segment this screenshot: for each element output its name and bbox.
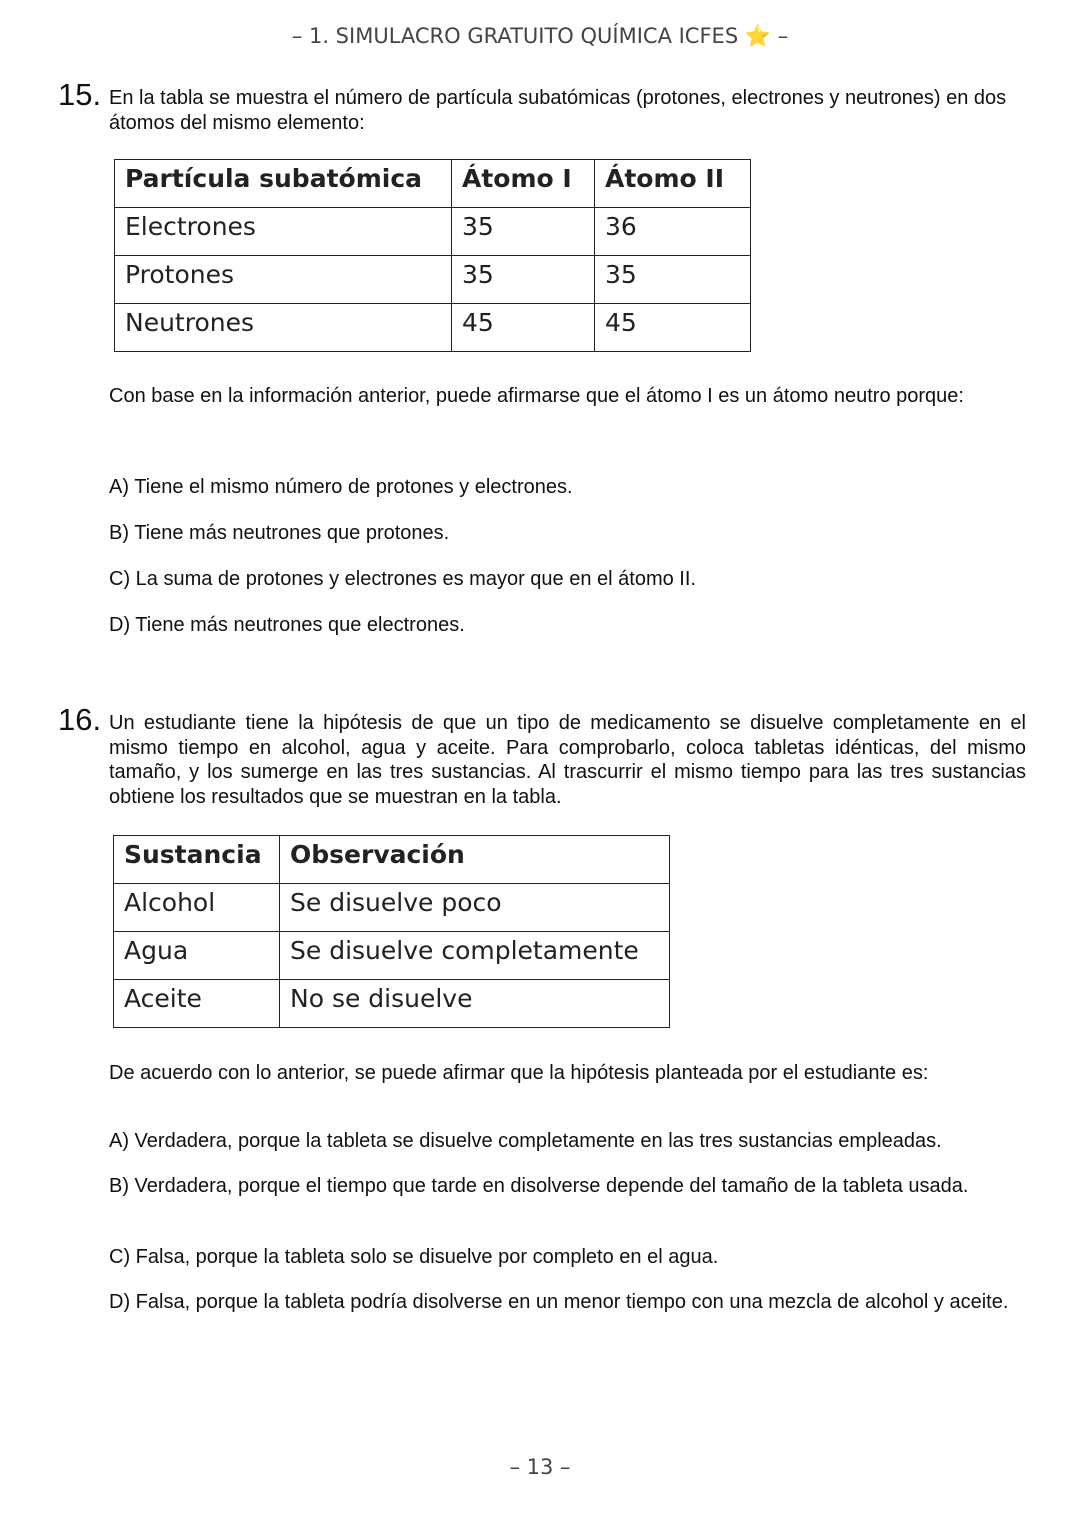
table-header: Átomo I	[452, 160, 595, 208]
option-text: B) Verdadera, porque el tiempo que tarde en disolverse depende del tamaño de la tableta usada.	[109, 1175, 969, 1197]
table-cell: Electrones	[115, 208, 452, 256]
question-15-number: 15.	[58, 77, 102, 112]
table-header: Observación	[280, 836, 670, 884]
table-cell: 45	[595, 304, 751, 352]
question-15-option-b[interactable]: B) Tiene más neutrones que protones.	[109, 522, 450, 544]
table-header: Partícula subatómica	[115, 160, 452, 208]
table-row	[115, 208, 751, 256]
header-dash: –	[777, 24, 789, 48]
table-cell: Aceite	[114, 980, 280, 1028]
table-row	[115, 256, 751, 304]
question-15-option-d[interactable]: D) Tiene más neutrones que electrones.	[109, 614, 465, 636]
table-cell: Se disuelve poco	[280, 884, 670, 932]
question-16-option-c[interactable]	[109, 1245, 1019, 1270]
table-cell: 35	[452, 208, 595, 256]
page-header	[0, 24, 1080, 49]
question-16-option-a[interactable]	[109, 1129, 1019, 1154]
question-16-number: 16.	[58, 702, 102, 737]
table-cell: Neutrones	[115, 304, 452, 352]
question-15-text: En la tabla se muestra el número de partícula subatómicas (protones, electrones y neutrones) en dos átomos del mismo elemento:	[109, 87, 1007, 134]
table-cell: 36	[595, 208, 751, 256]
page-number: – 13 –	[509, 1455, 571, 1479]
option-text: C) Falsa, porque la tableta solo se disuelve por completo en el agua.	[109, 1246, 719, 1268]
question-16-text: Un estudiante tiene la hipótesis de que un tipo de medicamento se disuelve completamente en el mismo tiempo en alcohol, agua y aceite. Para comprobarlo, coloca tabletas idénticas, del mismo tamaño, y los sumerge en las tres sustancias. Al trascurrir el mismo tiempo para las tres sustancias obtiene los resultados que se muestran en la tabla.	[109, 712, 1026, 808]
table-row	[114, 980, 670, 1028]
table-row	[114, 884, 670, 932]
table-row	[114, 932, 670, 980]
header-title: – 1. SIMULACRO GRATUITO QUÍMICA ICFES	[291, 24, 739, 48]
table-cell: 45	[452, 304, 595, 352]
table-cell: Agua	[114, 932, 280, 980]
table-cell: 35	[452, 256, 595, 304]
table-cell: Se disuelve completamente	[280, 932, 670, 980]
table-cell: Protones	[115, 256, 452, 304]
table-row	[115, 304, 751, 352]
table-header: Sustancia	[114, 836, 280, 884]
question-15-option-c[interactable]: C) La suma de protones y electrones es mayor que en el átomo II.	[109, 568, 696, 590]
table-header-row	[115, 160, 751, 208]
table-cell: Alcohol	[114, 884, 280, 932]
table-cell: No se disuelve	[280, 980, 670, 1028]
table-cell: 35	[595, 256, 751, 304]
question-15-option-a[interactable]: A) Tiene el mismo número de protones y electrones.	[109, 476, 573, 498]
question-16-option-d[interactable]	[109, 1290, 1019, 1315]
question-16-option-b[interactable]	[109, 1174, 989, 1199]
option-text: D) Falsa, porque la tableta podría disolverse en un menor tiempo con una mezcla de alcohol y aceite.	[109, 1291, 1009, 1313]
option-text: A) Verdadera, porque la tableta se disuelve completamente en las tres sustancias empleadas.	[109, 1130, 942, 1152]
particles-table	[114, 159, 751, 352]
table-header-row	[114, 836, 670, 884]
question-15-prompt: Con base en la información anterior, puede afirmarse que el átomo I es un átomo neutro porque:	[109, 385, 964, 407]
table-header: Átomo II	[595, 160, 751, 208]
question-16-prompt: De acuerdo con lo anterior, se puede afirmar que la hipótesis planteada por el estudiante es:	[109, 1062, 929, 1084]
substances-table	[113, 835, 670, 1028]
star-icon: ⭐	[744, 24, 771, 48]
